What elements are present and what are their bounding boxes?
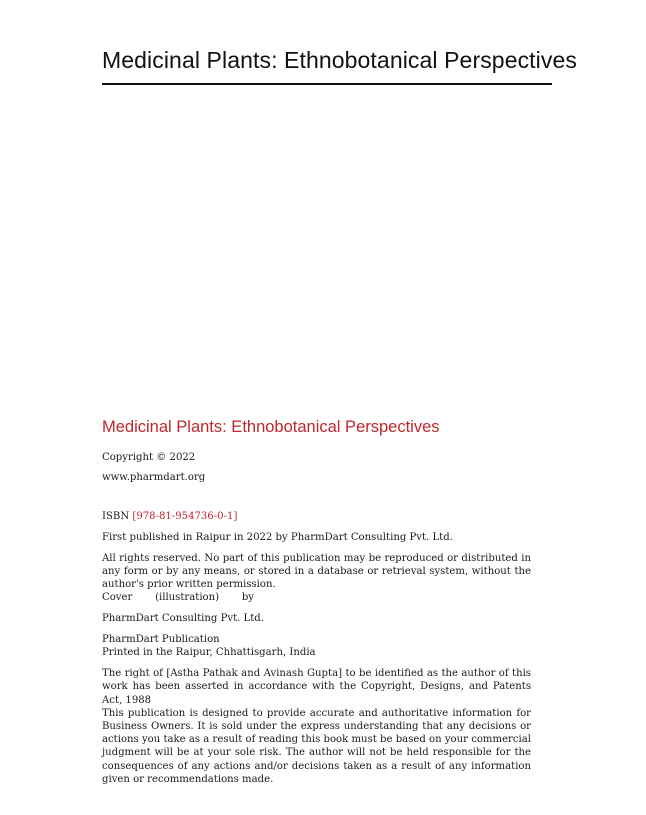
book-title: Medicinal Plants: Ethnobotanical Perspectives bbox=[102, 418, 440, 436]
header-divider bbox=[102, 83, 552, 85]
isbn-line bbox=[102, 510, 531, 523]
publisher-name: PharmDart Publication bbox=[102, 633, 220, 645]
imprint-block bbox=[102, 416, 531, 786]
isbn-label: ISBN bbox=[102, 511, 133, 523]
copyright-line: Copyright © 2022 bbox=[102, 452, 196, 463]
illustration-word: (illustration) bbox=[155, 592, 220, 604]
author-rights-paragraph: The right of [Astha Pathak and Avinash Gupta] to be identified as the author of this work has been asserted in accordance with the Copyright, Designs, and Patents Act, 1988 bbox=[102, 668, 531, 706]
first-published-line: First published in Raipur in 2022 by PharmDart Consulting Pvt. Ltd. bbox=[102, 531, 453, 543]
cover-credit-line bbox=[102, 591, 254, 604]
by-word: by bbox=[241, 592, 254, 604]
cover-word: Cover bbox=[102, 592, 133, 604]
disclaimer-paragraph: This publication is designed to provide accurate and authoritative information for Business Owners. It is sold under the express understanding that any decisions or actions you take as a result of reading this book must be based on your commercial judgment will be at your sole risk. The author will not be held responsible for the consequences of any actions and/or decisions taken as a result of any information given or recommendations made. bbox=[102, 707, 531, 785]
rights-paragraph: All rights reserved. No part of this publication may be reproduced or distributed in any form or by any means, or stored in a database or retrieval system, without the author's prior written permission. bbox=[102, 552, 531, 591]
publisher-website: www.pharmdart.org bbox=[102, 472, 206, 484]
cover-credit-company: PharmDart Consulting Pvt. Ltd. bbox=[102, 612, 264, 624]
isbn-number: [978-81-954736-0-1] bbox=[132, 511, 238, 523]
printed-location: Printed in the Raipur, Chhattisgarh, India bbox=[102, 647, 316, 659]
running-header-title: Medicinal Plants: Ethnobotanical Perspectives bbox=[102, 47, 577, 73]
